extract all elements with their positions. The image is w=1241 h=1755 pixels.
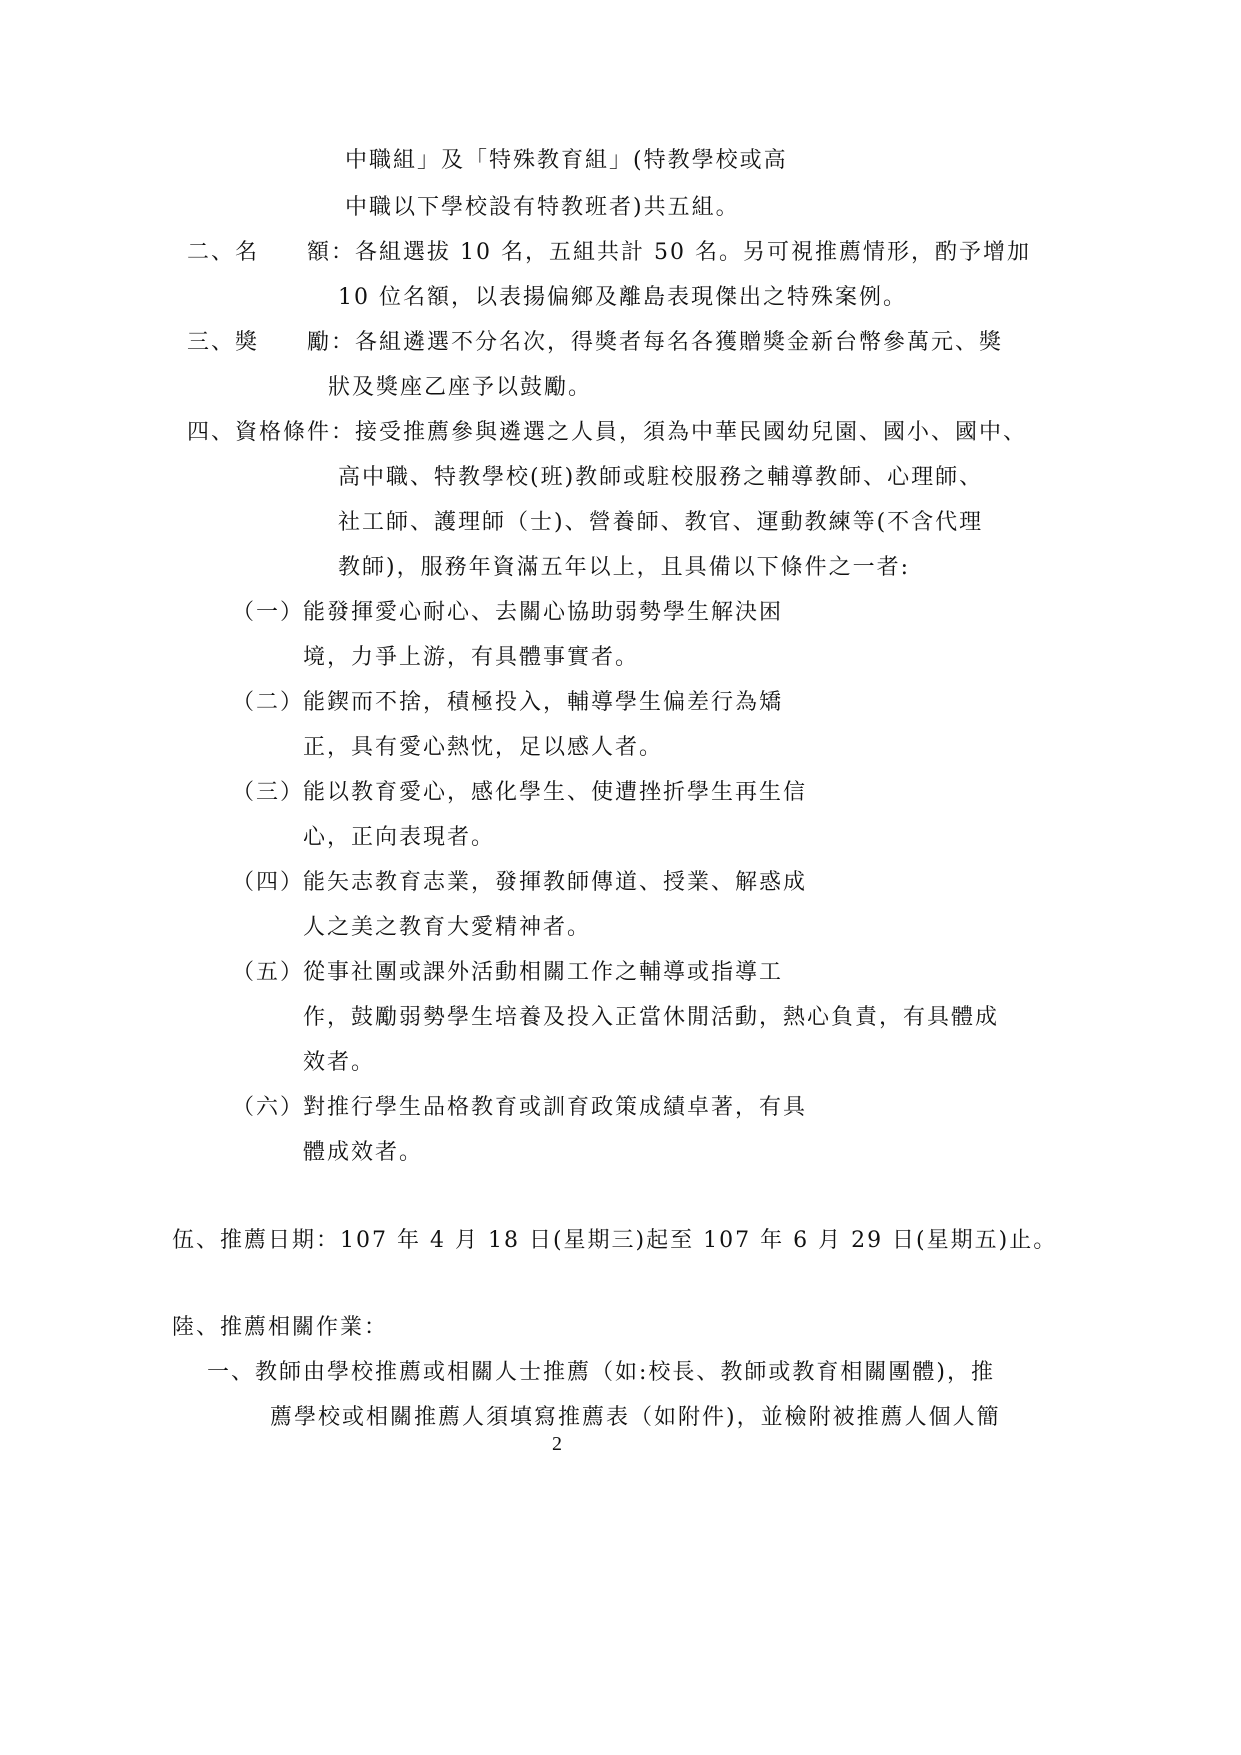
condition-6-line-1: 對推行學生品格教育或訓育政策成績卓著，有具: [303, 1095, 808, 1120]
quota-line-2: 10 位名額，以表揚偏鄉及離島表現傑出之特殊案例。: [338, 285, 907, 310]
continuation-line-2: 中職以下學校設有特教班者)共五組。: [345, 195, 740, 220]
condition-5-line-3: 效者。: [303, 1050, 376, 1075]
condition-1-number: （一）: [232, 600, 305, 625]
condition-3-line-2: 心，正向表現者。: [303, 825, 496, 850]
award-line-1: 三、獎 勵：各組遴選不分名次，得獎者每名各獲贈獎金新台幣參萬元、獎: [187, 330, 1004, 355]
condition-1-line-1: 能發揮愛心耐心、去關心協助弱勢學生解決困: [303, 600, 784, 625]
operations-heading: 陸、推薦相關作業：: [172, 1315, 389, 1340]
recommendation-dates: 伍、推薦日期：107 年 4 月 18 日(星期三)起至 107 年 6 月 29 日(星期五)止。: [172, 1228, 1058, 1253]
operations-item-1-line-1: 一、教師由學校推薦或相關人士推薦（如:校長、教師或教育相關團體)，推: [207, 1360, 995, 1385]
qualification-line-3: 社工師、護理師（士)、營養師、教官、運動教練等(不含代理: [338, 510, 984, 535]
condition-2-line-1: 能鍥而不捨，積極投入，輔導學生偏差行為矯: [303, 690, 784, 715]
condition-5-number: （五）: [232, 960, 305, 985]
condition-5-line-1: 從事社團或課外活動相關工作之輔導或指導工: [303, 960, 784, 985]
condition-1-line-2: 境，力爭上游，有具體事實者。: [303, 645, 640, 670]
condition-5-line-2: 作，鼓勵弱勢學生培養及投入正當休閒活動，熱心負責，有具體成: [303, 1005, 1000, 1030]
condition-6-line-2: 體成效者。: [303, 1140, 424, 1165]
condition-4-number: （四）: [232, 870, 305, 895]
condition-3-number: （三）: [232, 780, 305, 805]
page-number: 2: [552, 1433, 562, 1455]
qualification-line-1: 四、資格條件：接受推薦參與遴選之人員，須為中華民國幼兒園、國小、國中、: [187, 420, 1028, 445]
condition-4-line-1: 能矢志教育志業，發揮教師傳道、授業、解惑成: [303, 870, 808, 895]
condition-2-line-2: 正，具有愛心熱忱，足以感人者。: [303, 735, 664, 760]
condition-2-number: （二）: [232, 690, 305, 715]
qualification-line-2: 高中職、特教學校(班)教師或駐校服務之輔導教師、心理師、: [338, 465, 984, 490]
award-line-2: 狀及獎座乙座予以鼓勵。: [328, 375, 593, 400]
continuation-line-1: 中職組」及「特殊教育組」(特教學校或高: [345, 148, 788, 173]
condition-4-line-2: 人之美之教育大愛精神者。: [303, 915, 592, 940]
qualification-line-4: 教師)，服務年資滿五年以上，且具備以下條件之一者:: [338, 555, 910, 580]
condition-3-line-1: 能以教育愛心，感化學生、使遭挫折學生再生信: [303, 780, 808, 805]
quota-line-1: 二、名 額：各組選拔 10 名，五組共計 50 名。另可視推薦情形，酌予增加: [187, 240, 1031, 265]
operations-item-1-line-2: 薦學校或相關推薦人須填寫推薦表（如附件)，並檢附被推薦人個人簡: [270, 1405, 1001, 1430]
condition-6-number: （六）: [232, 1095, 305, 1120]
